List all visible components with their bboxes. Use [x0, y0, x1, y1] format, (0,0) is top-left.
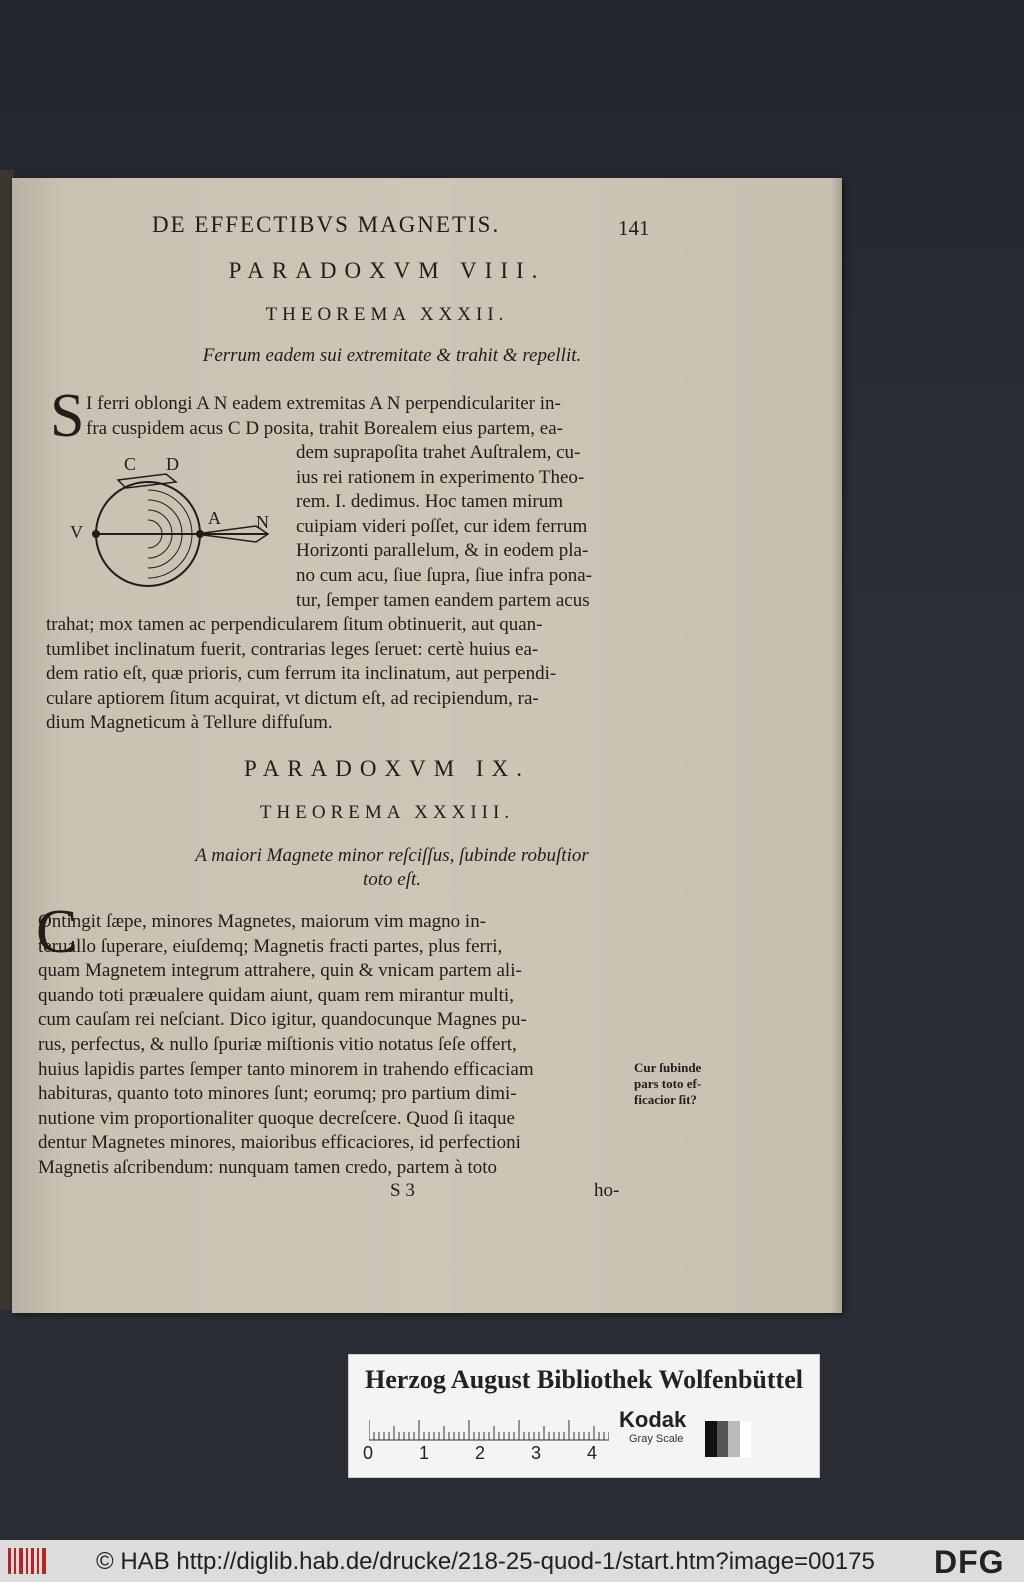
theorem-heading: THEOREMA XXXIII.	[259, 802, 515, 823]
text-line: dem suprapoſita trahet Auſtralem, cu-	[296, 442, 581, 463]
text-line: rem. I. dedimus. Hoc tamen mirum	[296, 491, 563, 513]
theorem-heading: THEOREMA XXXII.	[265, 304, 509, 325]
ruler-number: 4	[587, 1443, 598, 1463]
dfg-logo: DFG	[934, 1544, 1005, 1580]
text-line: cuipiam videri poſſet, cur idem ferrum	[296, 515, 588, 537]
margin-note-line: pars toto ef-	[634, 1076, 702, 1091]
catchword: ho-	[594, 1180, 620, 1201]
text-line: ius rei rationem in experimento Theo-	[296, 466, 585, 488]
text-line: no cum acu, ſiue ſupra, ſiue infra pona-	[296, 564, 592, 586]
text-line: fra cuspidem acus C D posita, trahit Borealem eius partem, ea-	[86, 417, 563, 439]
text-line: tumlibet inclinatum fuerit, contrarias leges ſeruet: certè huius ea-	[46, 638, 539, 660]
margin-note-line: ficacior ſit?	[634, 1092, 697, 1107]
ruler-icon	[369, 1411, 609, 1441]
book-page	[12, 178, 842, 1313]
signature-mark: S 3	[390, 1180, 415, 1201]
barcode-icon	[6, 1544, 50, 1578]
text-line: Horizonti parallelum, & in eodem pla-	[296, 540, 589, 562]
figure-label-d: D	[166, 454, 179, 474]
text-line: dentur Magnetes minores, maioribus efficaciores, id perfectioni	[38, 1132, 521, 1154]
text-line: Ontingit ſæpe, minores Magnetes, maiorum vim magno in-	[38, 911, 487, 932]
footer-bar	[0, 1540, 1024, 1582]
text-line: rus, perfectus, & nullo ſpuriæ miſtionis vitio notatus ſeſe offert,	[38, 1033, 517, 1055]
theorem-motto: Ferrum eadem sui extremitate & trahit & repellit.	[202, 345, 582, 366]
gray-scale-label: Gray Scale	[629, 1433, 684, 1445]
gray-scale-swatch	[705, 1421, 751, 1457]
text-line: Magnetis aſcribendum: nunquam tamen credo, partem à toto	[38, 1156, 498, 1178]
text-line: nutione vim proportionaliter quoque decreſcere. Quod ſi itaque	[38, 1107, 515, 1129]
text-line: quam Magnetem integrum attrahere, quin & vnicam partem ali-	[38, 960, 522, 982]
figure-label-n: N	[256, 512, 269, 532]
paragraph-lines	[86, 392, 646, 441]
ruler-number: 0	[363, 1443, 374, 1463]
paragraph-lines	[296, 441, 636, 613]
ruler-number: 3	[531, 1443, 542, 1463]
paradox-title: PARADOXVM VIII.	[228, 258, 546, 283]
ruler-number: 2	[475, 1443, 486, 1463]
footer-credit-link[interactable]: © HAB http://diglib.hab.de/drucke/218-25-quod-1/start.htm?image=00175	[96, 1548, 875, 1575]
motto-line: toto eſt.	[362, 869, 422, 890]
text-line: cum cauſam rei neſciant. Dico igitur, quandocunque Magnes pu-	[38, 1009, 527, 1031]
page-edge	[832, 178, 842, 1313]
motto-line: A maiori Magnete minor reſciſſus, ſubinde robuſtior	[195, 845, 589, 866]
ruler-number: 1	[419, 1443, 430, 1463]
library-color-card	[348, 1354, 820, 1478]
figure-label-a: A	[208, 508, 221, 528]
paragraph-lines	[38, 910, 634, 1181]
figure-label-c: C	[124, 454, 137, 474]
text-line: dem ratio eſt, quæ prioris, cum ferrum ita inclinatum, aut perpendi-	[46, 663, 557, 685]
page-number: 141	[618, 216, 650, 240]
magnet-needle-figure	[56, 454, 296, 595]
text-line: huius lapidis partes ſemper tanto minorem in trahendo efficaciam	[38, 1058, 534, 1080]
text-line: teruallo ſuperare, eiuſdemq; Magnetis fracti partes, plus ferri,	[38, 935, 503, 957]
text-line: quando toti præualere quidam aiunt, quam rem mirantur multi,	[38, 984, 514, 1006]
text-line: trahat; mox tamen ac perpendicularem ſitum obtinuerit, aut quan-	[46, 614, 543, 635]
library-name: Herzog August Bibliothek Wolfenbüttel	[365, 1365, 803, 1394]
theorem-motto	[72, 844, 712, 892]
text-line: habituras, quanto toto minores ſunt; eorumq; pro partium dimi-	[38, 1083, 517, 1105]
kodak-logo: Kodak	[619, 1407, 687, 1432]
drop-cap: C	[36, 898, 78, 966]
text-line: culare aptiorem ſitum acquirat, vt dictum eſt, ad recipiendum, ra-	[46, 687, 539, 709]
figure-label-v: V	[70, 522, 83, 542]
text-line: I ferri oblongi A N eadem extremitas A N perpendiculariter in-	[86, 393, 561, 414]
text-line: tur, ſemper tamen eandem partem acus	[296, 589, 590, 611]
paragraph-lines	[46, 613, 636, 736]
drop-cap: S	[50, 382, 85, 450]
text-line: dium Magneticum à Tellure diffuſum.	[46, 712, 333, 734]
margin-note-line: Cur ſubinde	[634, 1060, 702, 1075]
paradox-title: PARADOXVM IX.	[244, 756, 530, 781]
margin-note	[634, 1060, 744, 1108]
running-head: DE EFFECTIBVS MAGNETIS.	[152, 212, 501, 237]
